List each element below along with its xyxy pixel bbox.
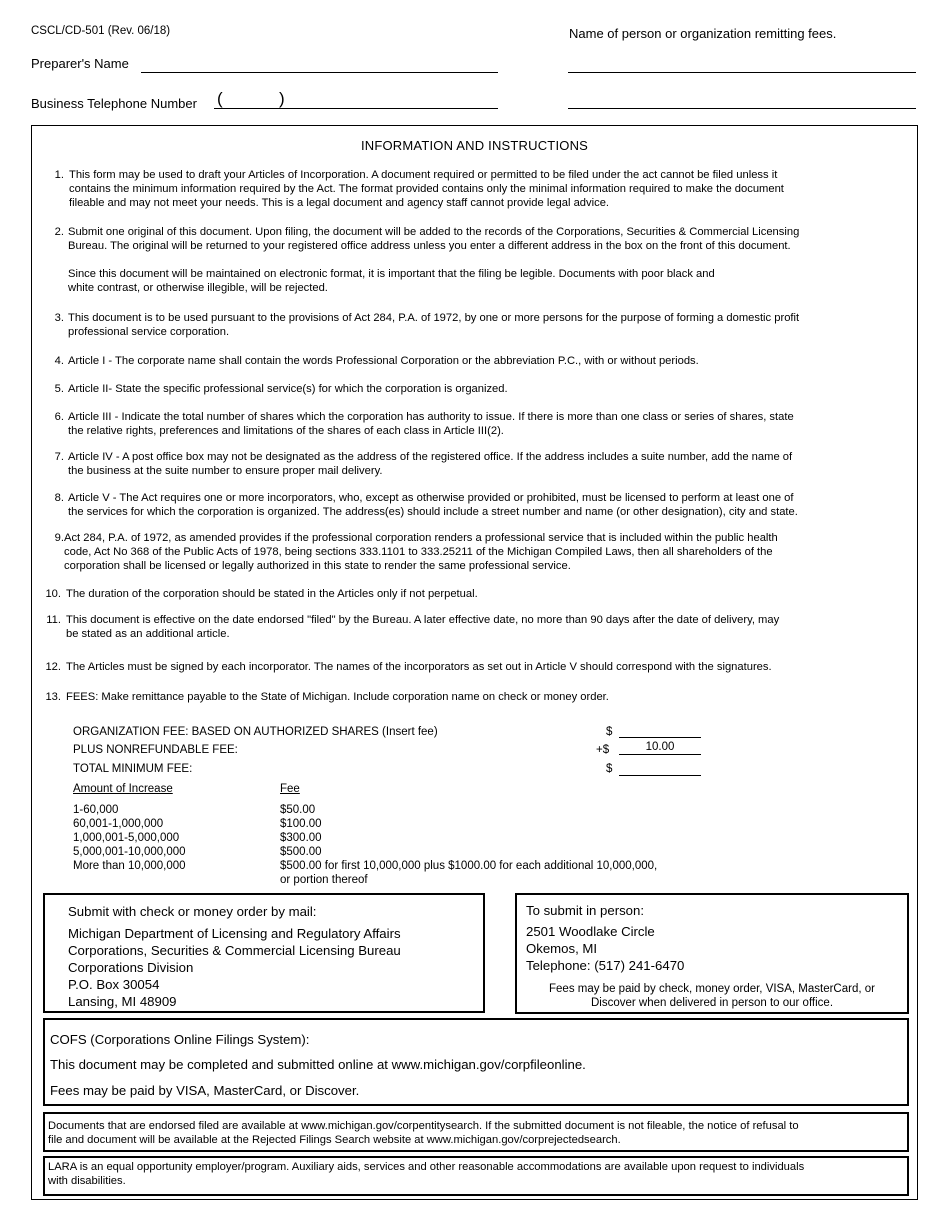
fee-cell: $300.00 — [280, 832, 322, 844]
item-line: Submit one original of this document. Upon filing, the document will be added to the records of the Corporations, Securities & Commercial Licensing — [68, 226, 800, 238]
cofs-box — [43, 1018, 909, 1106]
item-line: The Articles must be signed by each incorporator. The names of the incorporators as set out in Article V should correspond with the signatures. — [66, 661, 772, 673]
item-line: Since this document will be maintained on electronic format, it is important that the filing be legible. Documents with poor black and — [68, 268, 715, 280]
instructions-title: INFORMATION AND INSTRUCTIONS — [360, 138, 589, 153]
amount-header: Amount of Increase — [73, 783, 173, 795]
fee-header: Fee — [280, 783, 300, 795]
item-line: Article III - Indicate the total number of shares which the corporation has authority to issue. If there is more than one class or series of shares, state — [68, 411, 794, 423]
endorsed-documents-box — [43, 1112, 909, 1152]
table-row — [73, 831, 322, 845]
cofs-payment-line: Fees may be paid by VISA, MasterCard, or Discover. — [50, 1083, 360, 1098]
lara-line: LARA is an equal opportunity employer/program. Auxiliary aids, services and other reasonable accommodations are available upon request to individuals — [48, 1161, 805, 1173]
item-line: the services for which the corporation is organized. The address(es) should include a street number and name (or other designation), city and state. — [68, 506, 798, 518]
item-number: 12. — [45, 661, 61, 673]
in-person-address-line: 2501 Woodlake Circle — [526, 924, 655, 939]
item-line: This document is to be used pursuant to the provisions of Act 284, P.A. of 1972, by one or more persons for the purpose of forming a domestic profit — [68, 312, 800, 324]
form-id: CSCL/CD-501 (Rev. 06/18) — [31, 25, 171, 37]
amount-cell: More than 10,000,000 — [73, 860, 186, 872]
fee-cell-continuation: or portion thereof — [280, 874, 368, 886]
preparer-name-field[interactable] — [141, 72, 498, 73]
total-fee-input[interactable] — [619, 762, 701, 776]
cofs-title: COFS (Corporations Online Filings System): — [50, 1032, 310, 1047]
cofs-online-line: This document may be completed and submitted online at www.michigan.gov/corpfileonline. — [50, 1057, 586, 1072]
total-fee-symbol: $ — [606, 763, 613, 775]
item-number: 11. — [46, 614, 61, 626]
note-line: Discover when delivered in person to our office. — [590, 997, 834, 1009]
lara-notice-box — [43, 1156, 909, 1196]
fee-cell: $50.00 — [280, 804, 316, 816]
item-number: 6. — [54, 411, 64, 423]
item-line: white contrast, or otherwise illegible, will be rejected. — [68, 282, 328, 294]
item-line: professional service corporation. — [68, 326, 230, 338]
item-line: Bureau. The original will be returned to your registered office address unless you enter a different address in the box on the front of this document. — [68, 240, 791, 252]
mail-submission-box — [43, 893, 485, 1013]
remitter-name-field-2[interactable] — [568, 108, 916, 109]
in-person-title: To submit in person: — [526, 903, 645, 918]
item-line: Act 284, P.A. of 1972, as amended provides if the professional corporation renders a professional service that is included within the public health — [64, 532, 778, 544]
item-line: fileable and may not meet your needs. This is a legal document and agency staff cannot provide legal advice. — [69, 197, 610, 209]
mail-address-line: Corporations, Securities & Commercial Licensing Bureau — [68, 943, 401, 958]
item-number: 5. — [54, 383, 64, 395]
table-row — [73, 859, 658, 873]
fee-table — [73, 803, 658, 887]
item-line: code, Act No 368 of the Public Acts of 1978, being sections 333.1101 to 333.25211 of the Michigan Compiled Laws, then all shareholders of the — [64, 546, 773, 558]
item-number: 10. — [45, 588, 61, 600]
item-line: This document is effective on the date endorsed "filed" by the Bureau. A later effective date, no more than 90 days after the date of delivery, may — [66, 614, 780, 626]
item-line: Article I - The corporate name shall contain the words Professional Corporation or the abbreviation P.C., with or without periods. — [68, 355, 699, 367]
in-person-phone: Telephone: (517) 241-6470 — [526, 958, 685, 973]
nonrefundable-label: PLUS NONREFUNDABLE FEE: — [73, 744, 238, 756]
item-number: 13. — [45, 691, 61, 703]
table-row — [73, 817, 322, 831]
endorsed-line: file and document will be available at the Rejected Filings Search website at www.michigan.gov/corprejectedsearch. — [48, 1134, 621, 1146]
org-fee-symbol: $ — [606, 726, 613, 738]
phone-area-close: ) — [279, 89, 285, 108]
amount-cell: 1,000,001-5,000,000 — [73, 832, 180, 844]
lara-line: with disabilities. — [48, 1175, 126, 1187]
in-person-box — [515, 893, 909, 1014]
mail-address-line: Michigan Department of Licensing and Regulatory Affairs — [68, 926, 401, 941]
item-line: contains the minimum information required by the Act. The format provided contains only the minimal information required to make the document — [69, 183, 784, 195]
item-line: FEES: Make remittance payable to the State of Michigan. Include corporation name on check or money order. — [66, 691, 609, 703]
item-line: Article IV - A post office box may not be designated as the address of the registered office. If the address includes a suite number, add the name of — [68, 451, 793, 463]
item-line: the business at the suite number to ensure proper mail delivery. — [68, 465, 383, 477]
amount-cell: 60,001-1,000,000 — [73, 818, 164, 830]
fee-cell: $500.00 for first 10,000,000 plus $1000.00 for each additional 10,000,000, — [280, 860, 658, 872]
item-line: The duration of the corporation should be stated in the Articles only if not perpetual. — [66, 588, 478, 600]
total-fee-label: TOTAL MINIMUM FEE: — [73, 763, 193, 775]
item-line: corporation shall be licensed or legally authorized in this state to render the same professional service. — [64, 560, 571, 572]
item-line: be stated as an additional article. — [66, 628, 230, 640]
item-number: 7. — [54, 451, 64, 463]
item-line: the relative rights, preferences and limitations of the shares of each class in Article III(2). — [68, 425, 504, 437]
fee-cell: $100.00 — [280, 818, 322, 830]
in-person-address-line: Okemos, MI — [526, 941, 598, 956]
endorsed-text — [48, 1119, 799, 1147]
item-number: 4. — [54, 355, 64, 367]
preparer-label: Preparer's Name — [31, 56, 129, 71]
item-number: 8. — [54, 492, 64, 504]
item-number: 2. — [54, 226, 64, 238]
mail-address-line: Lansing, MI 48909 — [68, 994, 177, 1009]
nonrefundable-symbol: +$ — [596, 744, 610, 756]
org-fee-label: ORGANIZATION FEE: BASED ON AUTHORIZED SHARES (Insert fee) — [73, 726, 438, 738]
item-line: Article II- State the specific professional service(s) for which the corporation is organized. — [68, 383, 508, 395]
item-number: 1. — [54, 169, 64, 181]
phone-area-open: ( — [217, 89, 223, 108]
table-row — [73, 873, 368, 887]
item-line: Article V - The Act requires one or more incorporators, who, except as otherwise provided or prohibited, must be licensed to perform at least one of — [68, 492, 794, 504]
amount-cell: 5,000,001-10,000,000 — [73, 846, 186, 858]
item-number: 9. — [54, 532, 64, 544]
table-row — [73, 803, 316, 817]
table-row — [73, 845, 322, 859]
in-person-note — [517, 982, 907, 1010]
item-line: This form may be used to draft your Articles of Incorporation. A document required or permitted to be filed under the act cannot be filed unless it — [69, 169, 778, 181]
amount-cell: 1-60,000 — [73, 804, 119, 816]
fee-cell: $500.00 — [280, 846, 322, 858]
endorsed-line: Documents that are endorsed filed are available at www.michigan.gov/corpentitysearch. If the submitted document is not fileable, the notice of refusal to — [48, 1120, 799, 1132]
remitter-label: Name of person or organization remitting fees. — [569, 26, 837, 41]
nonrefundable-fee-value: 10.00 — [619, 741, 701, 755]
mail-address-line: P.O. Box 30054 — [68, 977, 160, 992]
remitter-name-field-1[interactable] — [568, 72, 916, 73]
phone-label: Business Telephone Number — [31, 96, 197, 111]
org-fee-input[interactable] — [619, 724, 701, 738]
mail-address-line: Corporations Division — [68, 960, 194, 975]
mail-box-title: Submit with check or money order by mail: — [68, 904, 317, 919]
phone-number-field[interactable] — [214, 108, 498, 109]
note-line: Fees may be paid by check, money order, VISA, MasterCard, or — [549, 983, 875, 995]
lara-text — [48, 1160, 804, 1188]
item-number: 3. — [54, 312, 64, 324]
